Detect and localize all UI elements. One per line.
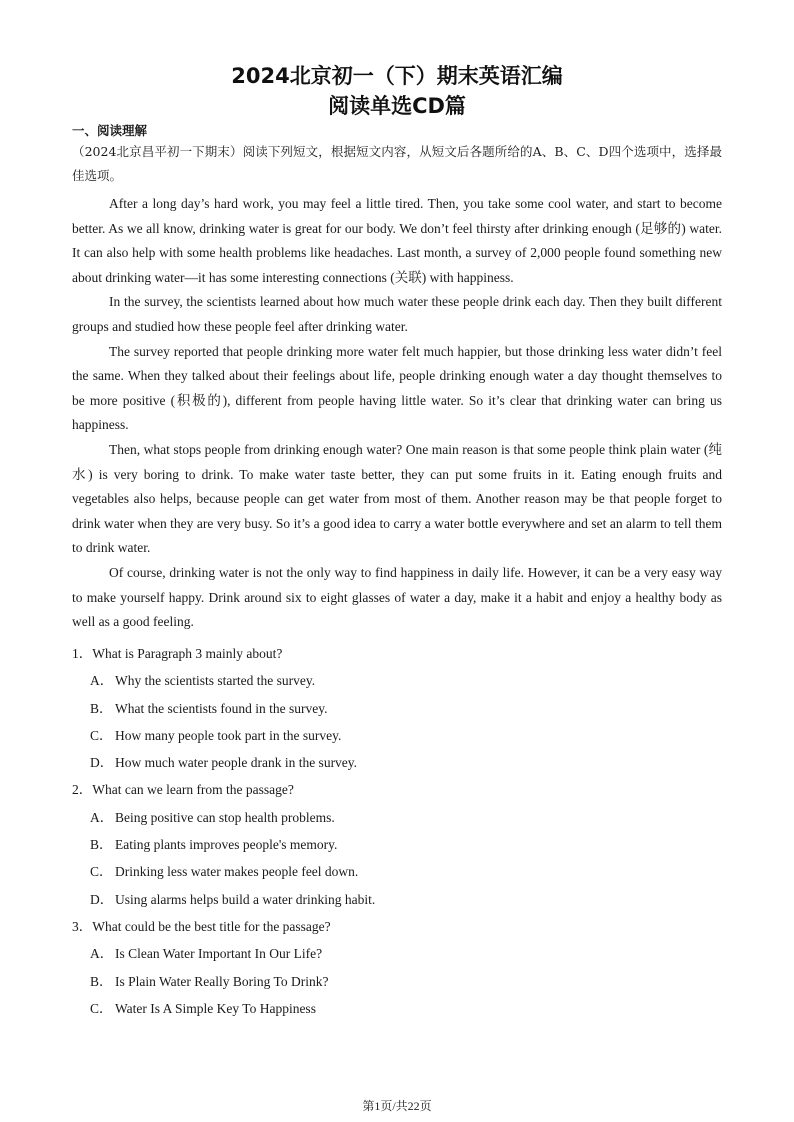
question-text: What could be the best title for the passage? [92, 918, 331, 934]
option-letter: B． [90, 973, 113, 989]
question-number: 3． [72, 918, 93, 934]
option-letter: A． [90, 946, 114, 962]
option-letter: B． [90, 837, 113, 853]
answer-option[interactable] [72, 722, 722, 749]
passage-paragraph: After a long day’s hard work, you may feel a little tired. Then, you take some cool water, and start to become better. As we all know, drinking water is great for our body. We don’t feel thirsty after drinking enough (足够的) water. It can also help with some health problems like headaches. Last month, a survey of 2,000 people found something new about drinking water—it has some interesting connections (关联) with happiness. [72, 196, 722, 285]
question-text: What can we learn from the passage? [92, 782, 294, 798]
option-letter: A． [90, 673, 114, 689]
passage-paragraph: Of course, drinking water is not the only way to find happiness in daily life. However, it can be a very easy way to make yourself happy. Drink around six to eight glasses of water a day, make it a habit and enjoy a healthy body as well as a good feeling. [72, 564, 722, 630]
page-number: 第1页/共22页 [362, 1099, 432, 1113]
option-letter: D． [90, 755, 114, 771]
answer-option[interactable] [72, 886, 722, 913]
option-text: Being positive can stop health problems. [115, 809, 335, 825]
option-text: What the scientists found in the survey. [115, 700, 328, 716]
section-instruction: （2024北京昌平初一下期末）阅读下列短文，根据短文内容，从短文后各题所给的A、B、C、D四个选项中，选择最佳选项。 [72, 144, 722, 183]
question-number: 2． [72, 782, 93, 798]
question-text: What is Paragraph 3 mainly about? [92, 646, 283, 661]
option-letter: B． [90, 700, 113, 716]
option-text: Eating plants improves people's memory. [115, 837, 338, 853]
option-letter: D． [90, 891, 114, 907]
option-letter: C． [90, 727, 113, 743]
document-title: 2024北京初一（下）期末英语汇编 [231, 64, 563, 88]
option-text: Is Plain Water Really Boring To Drink? [115, 973, 329, 989]
answer-option[interactable] [72, 995, 722, 1022]
question-3 [72, 913, 722, 940]
passage-paragraph: Then, what stops people from drinking enough water? One main reason is that some people think plain water (纯水) is very boring to drink. To make water taste better, they can put some fruits in it. Eating enough fruits and vegetables also helps, because people can get water from most of them. Another reason may be that people forget to drink water when they are very busy. So it’s a good idea to carry a water bottle everywhere and set an alarm to tell them to drink water. [72, 441, 722, 556]
answer-option[interactable] [72, 749, 722, 776]
option-letter: A． [90, 809, 114, 825]
document-subtitle: 阅读单选CD篇 [328, 94, 466, 118]
passage-paragraph: In the survey, the scientists learned about how much water these people drink each day. Then they built different groups and studied how these people feel after drinking water. [72, 294, 722, 334]
option-text: Drinking less water makes people feel down. [115, 864, 359, 880]
question-2 [72, 776, 722, 803]
option-text: Water Is A Simple Key To Happiness [115, 1000, 316, 1016]
section-heading: 一、阅读理解 [72, 123, 148, 138]
answer-option[interactable] [72, 804, 722, 831]
question-number: 1． [72, 646, 93, 661]
passage-paragraph: The survey reported that people drinking more water felt much happier, but those drinking less water didn’t feel the same. When they talked about their feelings about life, people drinking enough water a day thought themselves to be more positive (积极的), different from people having little water. So it’s clear that drinking water can bring us happiness. [72, 343, 722, 433]
reading-passage [72, 192, 722, 635]
question-list [72, 640, 722, 1022]
option-text: Why the scientists started the survey. [115, 673, 316, 689]
option-letter: C． [90, 1000, 113, 1016]
answer-option[interactable] [72, 968, 722, 995]
answer-option[interactable] [72, 831, 722, 858]
answer-option[interactable] [72, 858, 722, 885]
option-text: How many people took part in the survey. [115, 727, 342, 743]
option-text: Is Clean Water Important In Our Life? [115, 946, 323, 962]
option-letter: C． [90, 864, 113, 880]
question-1 [72, 640, 722, 667]
option-text: Using alarms helps build a water drinking habit. [115, 891, 376, 907]
answer-option[interactable] [72, 667, 722, 694]
answer-option[interactable] [72, 695, 722, 722]
option-text: How much water people drank in the survey. [115, 755, 358, 771]
answer-option[interactable] [72, 940, 722, 967]
